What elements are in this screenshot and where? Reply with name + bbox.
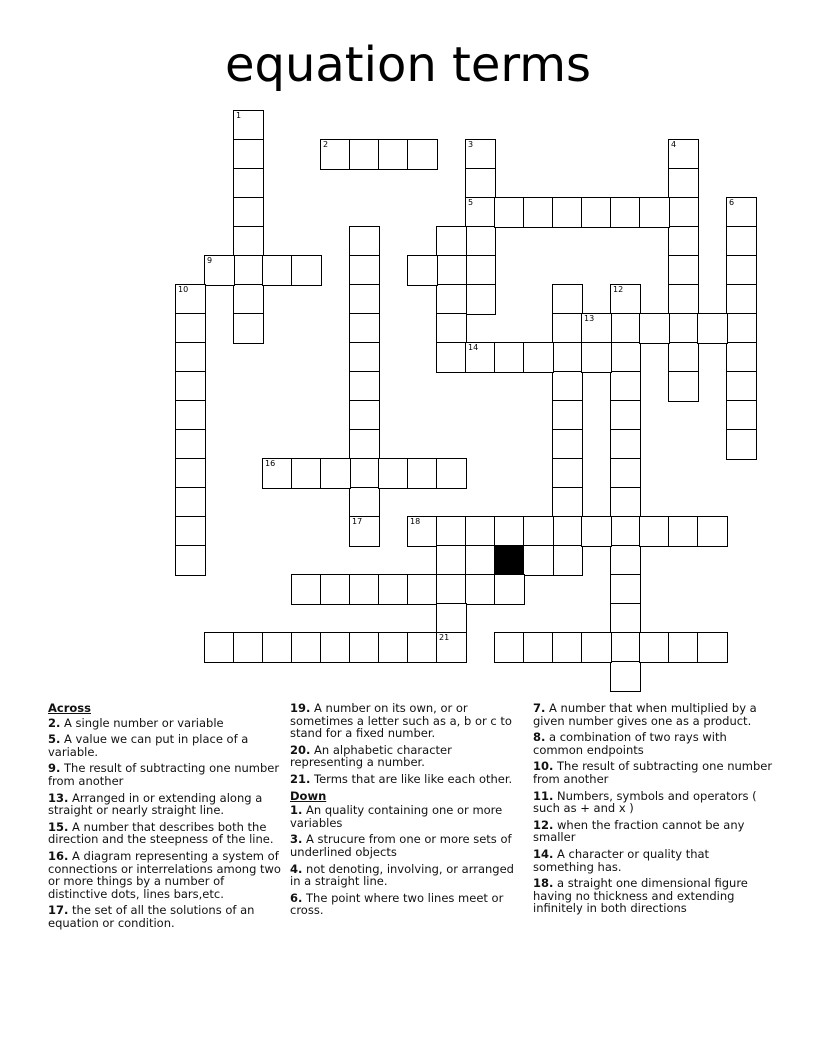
grid-cell[interactable] [349,400,380,431]
grid-cell[interactable] [204,255,235,286]
grid-cell[interactable] [320,458,351,489]
grid-cell[interactable] [523,342,554,373]
clue-item [48,792,283,817]
clue-number-label: 17. [48,903,69,918]
grid-cell[interactable] [610,197,641,228]
grid-cell[interactable] [697,632,728,663]
grid-cell[interactable] [233,110,264,141]
grid-cell[interactable] [349,487,380,518]
grid-cell[interactable] [494,516,525,547]
across-clue-list-continued [290,702,525,786]
clue-item [290,702,525,740]
clue-number-label: 5. [48,732,61,747]
grid-cell[interactable] [175,284,206,315]
grid-cell[interactable] [668,255,699,286]
clue-text: Arranged in or extending along a straight or nearly straight line. [48,790,263,818]
grid-cell[interactable] [291,574,322,605]
grid-cell[interactable] [175,458,206,489]
grid-cell[interactable] [349,226,380,257]
grid-cell[interactable] [349,284,380,315]
grid-cell[interactable] [726,371,757,402]
clue-number: 1 [236,111,242,120]
grid-cell[interactable] [610,284,641,315]
clue-number-label: 1. [290,803,303,818]
grid-cell[interactable] [175,516,206,547]
grid-cell[interactable] [262,458,293,489]
clue-item [48,717,283,730]
grid-cell[interactable] [697,313,728,344]
grid-cell[interactable] [465,255,496,286]
clue-text: Terms that are like like each other. [310,771,513,786]
grid-cell[interactable] [726,197,757,228]
clue-number: 17 [352,517,363,526]
grid-cell[interactable] [262,255,293,286]
grid-cell[interactable] [668,342,699,373]
clue-text: A number that when multiplied by a given number gives one as a product. [533,701,757,728]
grid-cell[interactable] [349,139,380,170]
clue-number: 4 [671,140,677,149]
clue-number-label: 11. [533,788,554,803]
clue-text: a combination of two rays with common endpoints [533,730,727,757]
grid-cell[interactable] [523,545,554,576]
grid-cell[interactable] [378,458,409,489]
clue-item [48,904,283,929]
grid-cell[interactable] [175,371,206,402]
clue-number-label: 6. [290,890,303,905]
puzzle-title: equation terms [224,37,592,93]
clue-number: 14 [468,343,479,352]
grid-cell[interactable] [320,139,351,170]
grid-cell[interactable] [552,487,583,518]
across-heading: Across [48,701,91,715]
grid-cell[interactable] [668,632,699,663]
grid-cell[interactable] [610,574,641,605]
grid-cell[interactable] [233,313,264,344]
grid-cell[interactable] [552,516,583,547]
down-clue-list [290,804,525,917]
clue-item [533,848,773,873]
grid-cell[interactable] [552,632,583,663]
grid-cell[interactable] [175,429,206,460]
grid-cell[interactable] [465,545,496,576]
clue-number-label: 10. [533,759,554,774]
grid-cell[interactable] [668,516,699,547]
grid-cell[interactable] [233,632,264,663]
grid-cell[interactable] [668,226,699,257]
clue-item [290,863,525,888]
grid-cell[interactable] [639,313,670,344]
grid-cell[interactable] [465,574,496,605]
grid-cell[interactable] [465,516,496,547]
clue-item [48,762,283,787]
grid-cell[interactable] [726,313,757,344]
clue-text: The result of subtracting one number from another [48,761,280,788]
grid-cell[interactable] [436,226,467,257]
grid-cell[interactable] [552,545,583,576]
grid-cell[interactable] [726,255,757,286]
grid-cell[interactable] [349,632,380,663]
clue-number-label: 21. [290,771,311,786]
grid-cell[interactable] [465,342,496,373]
grid-cell[interactable] [349,516,380,547]
clue-number: 9 [207,256,213,265]
grid-cell[interactable] [175,313,206,344]
grid-cell[interactable] [465,168,496,199]
grid-cell[interactable] [494,197,525,228]
clue-number: 12 [613,285,624,294]
grid-cell[interactable] [726,226,757,257]
grid-cell[interactable] [175,400,206,431]
grid-cell[interactable] [726,400,757,431]
clue-item [48,850,283,900]
grid-cell[interactable] [320,574,351,605]
grid-cell[interactable] [436,313,467,344]
grid-cell[interactable] [349,429,380,460]
grid-cell[interactable] [610,516,641,547]
grid-cell[interactable] [175,487,206,518]
black-cell [494,545,525,576]
grid-cell[interactable] [668,168,699,199]
grid-cell[interactable] [610,458,641,489]
clue-number: 10 [178,285,189,294]
down-heading: Down [290,788,327,803]
clue-number-label: 14. [533,846,554,861]
grid-cell[interactable] [407,516,438,547]
clue-item [533,731,773,756]
grid-cell[interactable] [726,284,757,315]
clue-number-label: 12. [533,817,554,832]
grid-cell[interactable] [610,429,641,460]
grid-cell[interactable] [610,400,641,431]
clue-number-label: 8. [533,730,546,745]
clue-text: The result of subtracting one number from another [533,759,773,786]
clue-item [533,819,773,844]
grid-cell[interactable] [436,574,467,605]
grid-cell[interactable] [204,632,235,663]
grid-cell[interactable] [407,632,438,663]
grid-cell[interactable] [523,197,554,228]
clue-number-label: 16. [48,848,69,863]
grid-cell[interactable] [407,574,438,605]
clue-number: 21 [439,633,450,642]
clue-item [533,877,773,915]
grid-cell[interactable] [552,458,583,489]
grid-cell[interactable] [610,632,641,663]
grid-cell[interactable] [494,632,525,663]
grid-cell[interactable] [436,632,467,663]
clue-item [290,804,525,829]
grid-cell[interactable] [639,632,670,663]
grid-cell[interactable] [233,255,264,286]
grid-cell[interactable] [523,632,554,663]
clue-number: 13 [584,314,595,323]
grid-cell[interactable] [465,139,496,170]
clue-number: 18 [410,517,421,526]
grid-cell[interactable] [436,342,467,373]
clue-number-label: 19. [290,701,311,715]
grid-cell[interactable] [552,197,583,228]
clue-text: An alphabetic character representing a number. [290,742,452,770]
clue-text: A number that describes both the direction and the steepness of the line. [48,819,274,847]
grid-cell[interactable] [610,342,641,373]
clue-item [533,790,773,815]
clue-item [290,744,525,769]
grid-cell[interactable] [175,342,206,373]
grid-cell[interactable] [610,313,641,344]
clue-text: a straight one dimensional figure having no thickness and extending infinitely in both directions [533,876,748,916]
clue-text: An quality containing one or more variables [290,803,503,830]
clue-number-label: 13. [48,790,69,805]
grid-cell[interactable] [610,545,641,576]
clue-number-label: 15. [48,819,69,834]
grid-cell[interactable] [668,284,699,315]
grid-cell[interactable] [465,284,496,315]
grid-cell[interactable] [552,371,583,402]
grid-cell[interactable] [407,139,438,170]
clue-number-label: 7. [533,701,546,715]
grid-cell[interactable] [233,197,264,228]
grid-cell[interactable] [726,429,757,460]
clue-number-label: 18. [533,876,554,891]
grid-cell[interactable] [581,516,612,547]
grid-cell[interactable] [668,197,699,228]
clue-item [48,821,283,846]
grid-cell[interactable] [436,603,467,634]
grid-cell[interactable] [349,371,380,402]
clue-text: A diagram representing a system of connections or interrelations among two or more things by a number of distinctive dots, lines bars,etc. [48,848,281,901]
grid-cell[interactable] [233,284,264,315]
grid-cell[interactable] [610,371,641,402]
grid-cell[interactable] [639,516,670,547]
grid-cell[interactable] [233,168,264,199]
grid-cell[interactable] [726,342,757,373]
grid-cell[interactable] [349,574,380,605]
clue-number-label: 20. [290,742,311,757]
clue-text: A strucure from one or more sets of underlined objects [290,832,512,859]
grid-cell[interactable] [610,603,641,634]
clue-text: not denoting, involving, or arranged in a straight line. [290,861,514,889]
clue-number-label: 2. [48,715,61,730]
clue-item [533,702,773,727]
clue-text: The point where two lines meet or cross. [290,890,504,918]
down-clue-list-continued [533,702,773,915]
grid-cell[interactable] [233,226,264,257]
clue-number: 2 [323,140,329,149]
grid-cell[interactable] [523,516,554,547]
grid-cell[interactable] [465,197,496,228]
grid-cell[interactable] [552,400,583,431]
clue-text: A value we can put in place of a variable. [48,732,249,759]
grid-cell[interactable] [436,458,467,489]
grid-cell[interactable] [436,255,467,286]
grid-cell[interactable] [581,313,612,344]
clue-number-label: 3. [290,832,303,847]
grid-cell[interactable] [175,545,206,576]
grid-cell[interactable] [610,487,641,518]
clue-item [290,773,525,786]
clue-item [533,760,773,785]
grid-cell[interactable] [465,226,496,257]
grid-cell[interactable] [581,632,612,663]
clue-text: A single number or variable [60,715,224,730]
grid-cell[interactable] [697,516,728,547]
clue-number: 5 [468,198,474,207]
grid-cell[interactable] [349,255,380,286]
grid-cell[interactable] [378,574,409,605]
clue-text: the set of all the solutions of an equation or condition. [48,903,255,930]
grid-cell[interactable] [291,255,322,286]
clue-number-label: 4. [290,861,303,876]
grid-cell[interactable] [581,197,612,228]
clue-column-3 [533,702,773,919]
clue-number: 6 [729,198,735,207]
grid-cell[interactable] [407,255,438,286]
clue-text: A character or quality that something has. [533,846,710,874]
grid-cell[interactable] [407,458,438,489]
clue-item [290,892,525,917]
grid-cell[interactable] [552,284,583,315]
clue-number: 3 [468,140,474,149]
grid-cell[interactable] [552,313,583,344]
clue-column-1 [48,702,283,934]
clue-number: 16 [265,459,276,468]
clue-text: Numbers, symbols and operators ( such as + and x ) [533,788,757,816]
grid-cell[interactable] [378,632,409,663]
grid-cell[interactable] [668,139,699,170]
clue-column-2 [290,702,525,921]
clue-number-label: 9. [48,761,61,776]
grid-cell[interactable] [552,342,583,373]
grid-cell[interactable] [262,632,293,663]
grid-cell[interactable] [494,342,525,373]
clue-text: A number on its own, or or sometimes a letter such as a, b or c to stand for a fixed number. [290,701,512,741]
grid-cell[interactable] [668,371,699,402]
grid-cell[interactable] [291,632,322,663]
grid-cell[interactable] [291,458,322,489]
grid-cell[interactable] [581,342,612,373]
grid-cell[interactable] [610,661,641,692]
clue-item [48,733,283,758]
grid-cell[interactable] [349,342,380,373]
grid-cell[interactable] [639,197,670,228]
across-clue-list [48,717,283,930]
grid-cell[interactable] [436,516,467,547]
clue-item [290,833,525,858]
grid-cell[interactable] [668,313,699,344]
grid-cell[interactable] [436,545,467,576]
grid-cell[interactable] [349,313,380,344]
grid-cell[interactable] [494,574,525,605]
clue-text: when the fraction cannot be any smaller [533,817,745,845]
grid-cell[interactable] [233,139,264,170]
grid-cell[interactable] [378,139,409,170]
grid-cell[interactable] [349,458,380,489]
grid-cell[interactable] [436,284,467,315]
grid-cell[interactable] [552,429,583,460]
grid-cell[interactable] [320,632,351,663]
